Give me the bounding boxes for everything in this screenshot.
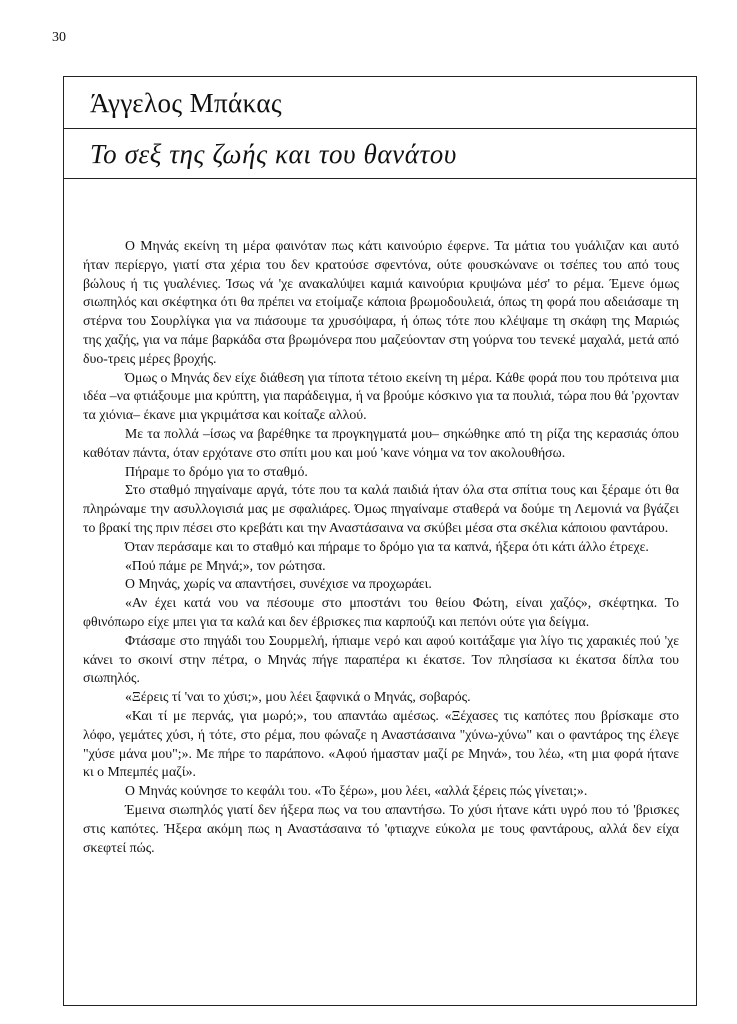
paragraph: Έμεινα σιωπηλός γιατί δεν ήξερα πως να του απαντήσω. Το χύσι ήτανε κάτι υγρό που τό 'βρισκες στις καπότες. Ήξερα ακόμη πως η Αναστάσαινα τό 'φτιαχνε εύκολα με τους φαντάρους, αλλά δεν είχα σκεφτεί πώς. xyxy=(83,801,679,855)
page-number: 30 xyxy=(52,30,66,45)
paragraph: Πήραμε το δρόμο για το σταθμό. xyxy=(125,463,308,479)
paragraph: «Πού πάμε ρε Μηνά;», τον ρώτησα. xyxy=(125,557,326,573)
paragraph: Ο Μηνάς κούνησε το κεφάλι του. «Το ξέρω», μου λέει, «αλλά ξέρεις πώς γίνεται;». xyxy=(125,783,588,799)
paragraph: «Και τί με περνάς, για μωρό;», του απαντάω αμέσως. «Ξέχασες τις καπότες που βρίσκαμε στο λόφο, γεμάτες χύσι, ή τότε, στο ρέμα, που φώναζε η Αναστάσαινα "χύνω-χύνω" και ο φαντάρος της έλεγε "χύσε μάνα μου";». Με πήρε το παράπονο. «Αφού ήμασταν μαζί ρε Μηνά», του λέω, «τη μια φορά ήτανε κι ο Μπεμπές μαζί». xyxy=(83,707,679,780)
paragraph: Ο Μηνάς εκείνη τη μέρα φαινόταν πως κάτι καινούριο έφερνε. Τα μάτια του γυάλιζαν και αυτό ήταν περίεργο, γιατί στα χέρια του δεν κρατούσε σφεντόνα, ούτε φουσκώνανε οι τσέπες του από τους βώλους ή τις γυαλένιες. Ίσως νά 'χε ανακαλύψει καμιά καινούρια κρυψώνα μέσ' το ρέμα. Έμενε όμως σιωπηλός και σκέφτηκα ότι θα πρέπει να ετοίμαζε κάποια βρωμοδουλειά, όπως τη φορά που αδειάσαμε τη στέρνα του Σουρλίγκα για να πιάσουμε τα χρυσόψαρα, ή όπως τότε που κλέψαμε τη σκάφη της Μαριώς της χαζής, για να πάμε βαρκάδα στα βρωμόνερα που μαζεύονταν στη γούρνα του τενεκέ μαχαλά, μετά από δυο-τρεις μέρες βροχής. xyxy=(83,238,679,366)
paragraph: Στο σταθμό πηγαίναμε αργά, τότε που τα καλά παιδιά ήταν όλα στα σπίτια τους και ξέραμε ότι θα πληρώναμε την ασυλλογισιά μας με σφαλιάρες. Όμως πηγαίναμε σταθερά να δούμε τη Λεμονιά να βγάζει το βρακί της πριν πέσει στο κρεβάτι και την Αναστάσαινα να σκύβει μέσα στα σκέλια κάποιου φαντάρου. xyxy=(83,482,679,535)
author-row xyxy=(64,77,696,129)
paragraph: Με τα πολλά –ίσως να βαρέθηκε τα προγκηγματά μου– σηκώθηκε από τη ρίζα της κερασιάς όπου καθόταν πάντα, όταν ερχότανε στο σπίτι μου και μού 'κανε νόημα να τον ακολουθήσω. xyxy=(83,425,679,460)
article-title: Το σεξ της ζωής και του θανάτου xyxy=(90,139,457,169)
article-body xyxy=(83,237,679,857)
article-frame xyxy=(63,76,697,1006)
paragraph: Όταν περάσαμε και το σταθμό και πήραμε το δρόμο για τα καπνά, ήξερα ότι κάτι άλλο έτρεχε. xyxy=(125,538,649,554)
paragraph: «Ξέρεις τί 'ναι το χύσι;», μου λέει ξαφνικά ο Μηνάς, σοβαρός. xyxy=(125,689,471,705)
title-row xyxy=(64,129,696,179)
author-name: Άγγελος Μπάκας xyxy=(90,88,283,118)
paragraph: Όμως ο Μηνάς δεν είχε διάθεση για τίποτα τέτοιο εκείνη τη μέρα. Κάθε φορά που του πρότεινα μια ιδέα –να φτιάξουμε μια κρύπτη, για παράδειγμα, ή να βρούμε κόσκινο για τα πουλιά, τώρα που θά 'ρχονταν τα χιόνια– έκανε μια γκριμάτσα και κοίταζε αλλού. xyxy=(83,369,679,423)
paragraph: «Αν έχει κατά νου να πέσουμε στο μποστάνι του θείου Φώτη, είναι χαζός», σκέφτηκα. Το φθινόπωρο είχε μπει για τα καλά και δεν έβρισκες πια καρπούζι και πεπόνι ούτε για δείγμα. xyxy=(83,595,679,629)
paragraph: Ο Μηνάς, χωρίς να απαντήσει, συνέχισε να προχωράει. xyxy=(125,576,432,592)
paragraph: Φτάσαμε στο πηγάδι του Σουρμελή, ήπιαμε νερό και αφού κοιτάξαμε για λίγο τις χαρακιές πού 'χε κάνει το σκοινί στην πέτρα, ο Μηνάς πήγε παραπέρα κι έκατσε. Τον πλησίασα κι έκατσα δίπλα του σιωπηλός. xyxy=(83,632,679,686)
